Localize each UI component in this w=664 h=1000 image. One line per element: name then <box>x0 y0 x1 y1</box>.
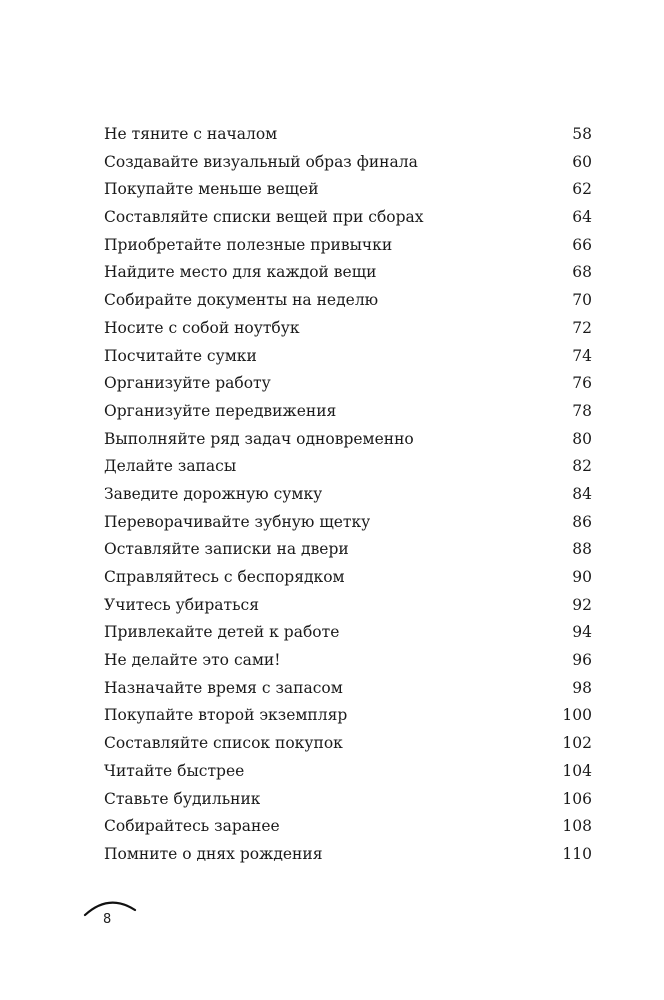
toc-entry <box>104 370 592 398</box>
toc-entry-title: Собирайтесь заранее <box>104 817 280 836</box>
toc-entry-page: 100 <box>562 706 592 725</box>
toc-entry-title: Ставьте будильник <box>104 789 261 808</box>
toc-entry <box>104 536 592 564</box>
toc-entry <box>104 259 592 287</box>
toc-entry-page: 76 <box>572 374 592 393</box>
toc-entry <box>104 730 592 758</box>
toc-entry-title: Оставляйте записки на двери <box>104 540 349 559</box>
toc-entry-title: Помните о днях рождения <box>104 844 323 863</box>
toc-entry-page: 84 <box>572 484 592 503</box>
toc-entry-page: 94 <box>572 623 592 642</box>
toc-entry-title: Переворачивайте зубную щетку <box>104 512 371 531</box>
toc-entry <box>104 453 592 481</box>
toc-entry-title: Выполняйте ряд задач одновременно <box>104 429 414 448</box>
toc-entry-page: 78 <box>572 401 592 420</box>
toc-entry-title: Найдите место для каждой вещи <box>104 263 377 282</box>
toc-entry-title: Организуйте передвижения <box>104 401 337 420</box>
toc-entry <box>104 786 592 814</box>
toc-entry-title: Посчитайте сумки <box>104 346 257 365</box>
toc-entry <box>104 841 592 869</box>
toc-entry-title: Привлекайте детей к работе <box>104 623 340 642</box>
page-footer <box>82 896 142 936</box>
toc-entry-page: 90 <box>572 568 592 586</box>
toc-entry-title: Делайте запасы <box>104 457 237 476</box>
toc-entry <box>104 315 592 343</box>
toc-entry-title: Покупайте меньше вещей <box>104 180 319 199</box>
toc-entry-title: Справляйтесь с беспорядком <box>104 568 345 586</box>
toc-entry-page: 102 <box>562 734 592 753</box>
toc-entry-title: Организуйте работу <box>104 374 271 393</box>
toc-entry-title: Создавайте визуальный образ финала <box>104 152 418 171</box>
table-of-contents <box>104 121 592 869</box>
toc-entry <box>104 619 592 647</box>
toc-entry-page: 104 <box>562 761 592 780</box>
toc-entry-page: 64 <box>572 208 592 227</box>
toc-entry-page: 96 <box>572 651 592 670</box>
toc-entry-page: 60 <box>572 152 592 171</box>
toc-entry-page: 98 <box>572 678 592 697</box>
toc-entry-title: Приобретайте полезные привычки <box>104 235 393 254</box>
toc-entry <box>104 758 592 786</box>
toc-entry-page: 82 <box>572 457 592 476</box>
toc-entry <box>104 509 592 537</box>
toc-entry <box>104 647 592 675</box>
toc-entry-title: Покупайте второй экземпляр <box>104 706 348 725</box>
toc-entry-title: Составляйте список покупок <box>104 734 343 753</box>
toc-entry-title: Назначайте время с запасом <box>104 678 343 697</box>
toc-entry-title: Не делайте это сами! <box>104 651 281 670</box>
toc-entry <box>104 121 592 149</box>
toc-entry <box>104 204 592 232</box>
page-number: 8 <box>103 912 112 927</box>
toc-entry <box>104 592 592 620</box>
toc-entry-title: Носите с собой ноутбук <box>104 318 300 337</box>
toc-entry-page: 66 <box>572 235 592 254</box>
toc-entry-title: Учитесь убираться <box>104 595 259 614</box>
toc-entry-title: Собирайте документы на неделю <box>104 291 379 310</box>
toc-entry-page: 68 <box>572 263 592 282</box>
toc-entry-page: 72 <box>572 318 592 337</box>
toc-entry-page: 86 <box>572 512 592 531</box>
toc-entry-page: 58 <box>572 125 592 143</box>
toc-entry-page: 108 <box>562 817 592 836</box>
page-arc-icon <box>82 896 142 918</box>
toc-entry <box>104 675 592 703</box>
toc-entry <box>104 702 592 730</box>
toc-entry <box>104 176 592 204</box>
toc-entry <box>104 287 592 315</box>
toc-entry <box>104 481 592 509</box>
toc-entry-page: 110 <box>562 844 592 863</box>
toc-entry-page: 62 <box>572 180 592 199</box>
toc-entry <box>104 564 592 592</box>
toc-entry-title: Не тяните с началом <box>104 125 278 143</box>
toc-entry-page: 70 <box>572 291 592 310</box>
toc-entry-page: 92 <box>572 595 592 614</box>
toc-entry <box>104 232 592 260</box>
toc-entry-title: Заведите дорожную сумку <box>104 484 323 503</box>
toc-entry-page: 80 <box>572 429 592 448</box>
toc-entry-page: 88 <box>572 540 592 559</box>
toc-entry-page: 74 <box>572 346 592 365</box>
toc-entry-title: Составляйте списки вещей при сборах <box>104 208 424 227</box>
toc-entry-page: 106 <box>562 789 592 808</box>
toc-entry <box>104 813 592 841</box>
toc-entry <box>104 149 592 177</box>
toc-entry <box>104 343 592 371</box>
toc-entry <box>104 398 592 426</box>
toc-entry-title: Читайте быстрее <box>104 761 245 780</box>
toc-entry <box>104 426 592 454</box>
